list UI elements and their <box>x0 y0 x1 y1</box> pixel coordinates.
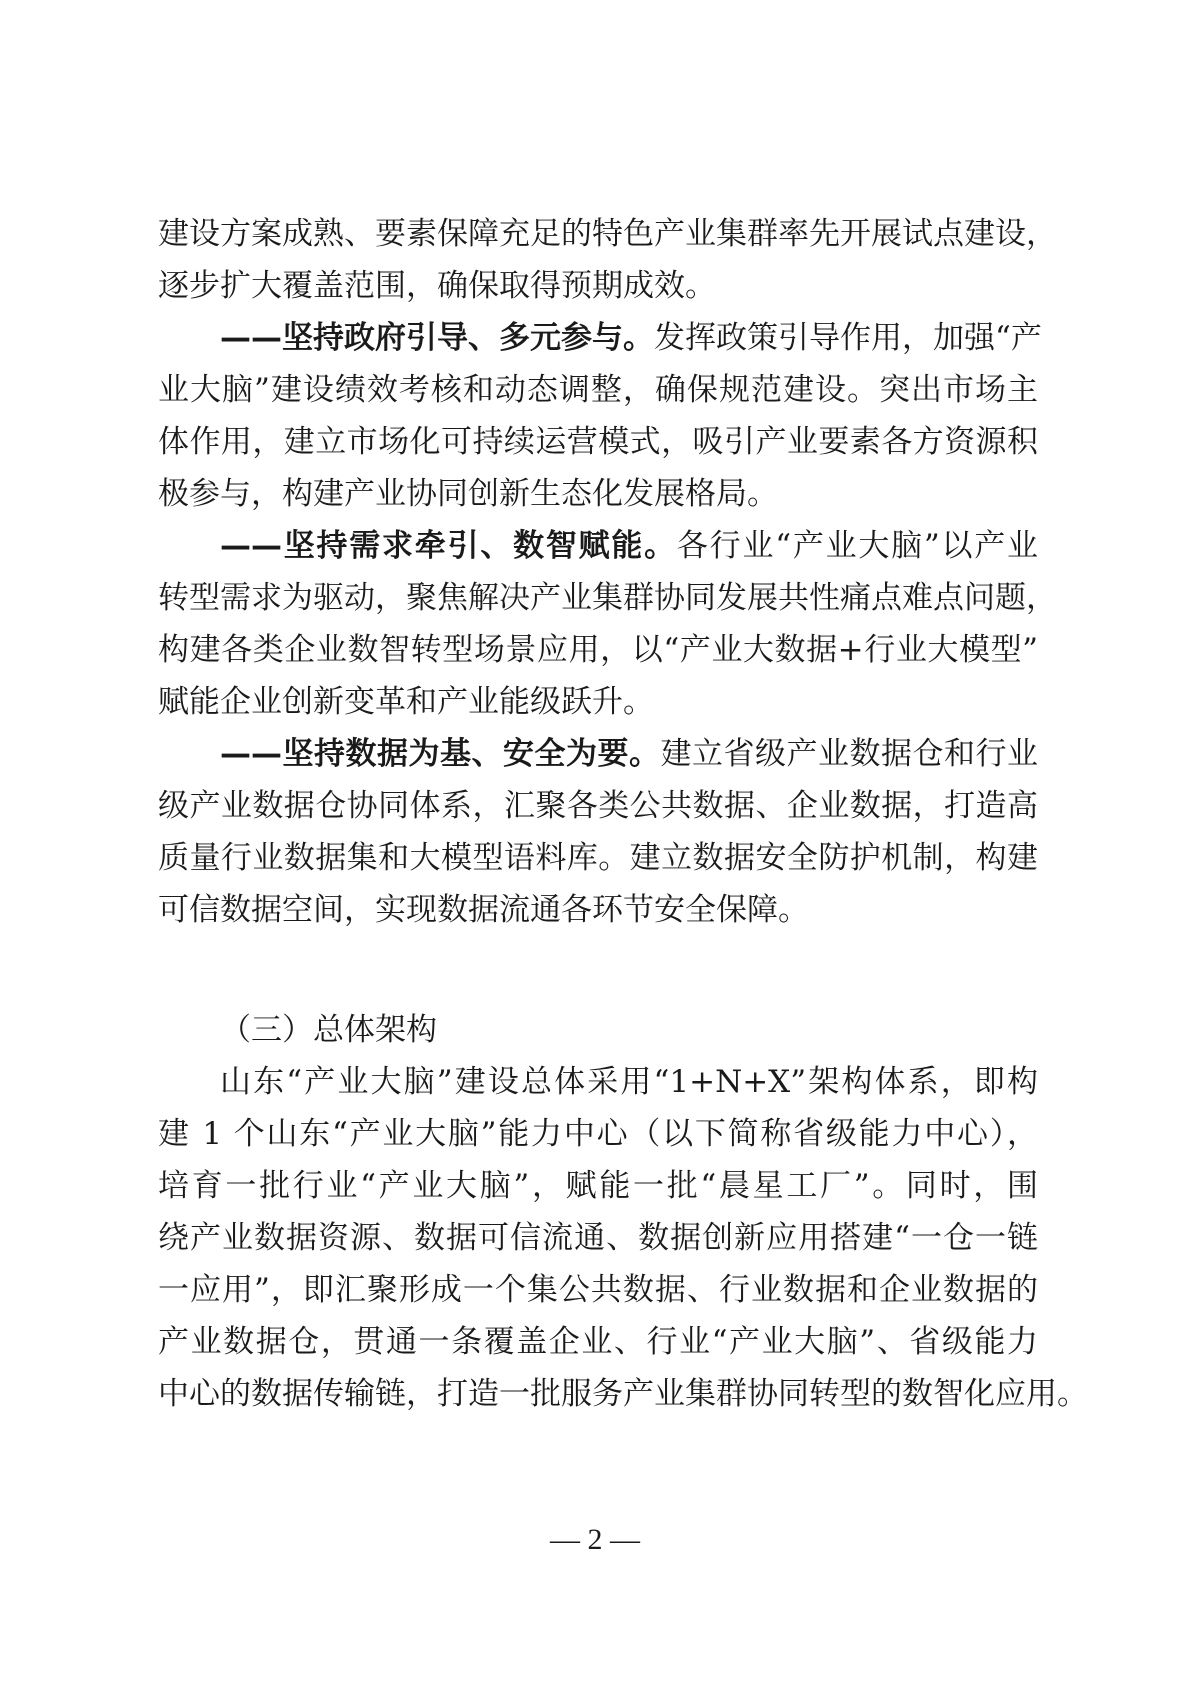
principle-2-first-line <box>220 518 1038 574</box>
principle-1-title: ——坚持政府引导、多元参与。 <box>220 320 654 356</box>
paragraph-line: 建 1 个山东“产业大脑”能力中心（以下简称省级能力中心）， <box>158 1116 1038 1152</box>
principle-3-first-line <box>220 726 1038 782</box>
paragraph-line: 业大脑”建设绩效考核和动态调整，确保规范建设。突出市场主 <box>158 372 1038 408</box>
paragraph-line: 山东“产业大脑”建设总体采用“1+N+X”架构体系，即构 <box>220 1064 1038 1100</box>
paragraph-line: 极参与，构建产业协同创新生态化发展格局。 <box>158 476 778 512</box>
paragraph-line: 一应用”，即汇聚形成一个集公共数据、行业数据和企业数据的 <box>158 1272 1038 1308</box>
paragraph-line: 级产业数据仓协同体系，汇聚各类公共数据、企业数据，打造高 <box>158 788 1038 824</box>
paragraph-line: 体作用，建立市场化可持续运营模式，吸引产业要素各方资源积 <box>158 424 1038 460</box>
paragraph-line: 逐步扩大覆盖范围，确保取得预期成效。 <box>158 268 716 304</box>
paragraph-line: 产业数据仓，贯通一条覆盖企业、行业“产业大脑”、省级能力 <box>158 1324 1038 1360</box>
section-heading: （三）总体架构 <box>220 1012 437 1048</box>
paragraph-line: 质量行业数据集和大模型语料库。建立数据安全防护机制，构建 <box>158 840 1038 876</box>
paragraph-line: 转型需求为驱动，聚焦解决产业集群协同发展共性痛点难点问题， <box>158 580 1057 616</box>
page-number: — 2 — <box>550 1523 640 1556</box>
paragraph-line: 中心的数据传输链，打造一批服务产业集群协同转型的数智化应用。 <box>158 1376 1088 1412</box>
principle-2-text: 各行业“产业大脑”以产业 <box>676 528 1039 564</box>
paragraph-line: 绕产业数据资源、数据可信流通、数据创新应用搭建“一仓一链 <box>158 1220 1038 1256</box>
paragraph-line: 可信数据空间，实现数据流通各环节安全保障。 <box>158 892 809 928</box>
paragraph-line: 建设方案成熟、要素保障充足的特色产业集群率先开展试点建设， <box>158 216 1057 252</box>
principle-2-title: ——坚持需求牵引、数智赋能。 <box>220 528 677 564</box>
principle-1-text: 发挥政策引导作用，加强“产 <box>654 320 1042 356</box>
principle-3-title: ——坚持数据为基、安全为要。 <box>220 736 661 772</box>
principle-1-first-line <box>220 310 1042 366</box>
paragraph-line: 培育一批行业“产业大脑”，赋能一批“晨星工厂”。同时，围 <box>158 1168 1038 1204</box>
principle-3-text: 建立省级产业数据仓和行业 <box>660 736 1038 772</box>
paragraph-line: 赋能企业创新变革和产业能级跃升。 <box>158 684 654 720</box>
paragraph-line: 构建各类企业数智转型场景应用，以“产业大数据+行业大模型” <box>158 632 1038 668</box>
